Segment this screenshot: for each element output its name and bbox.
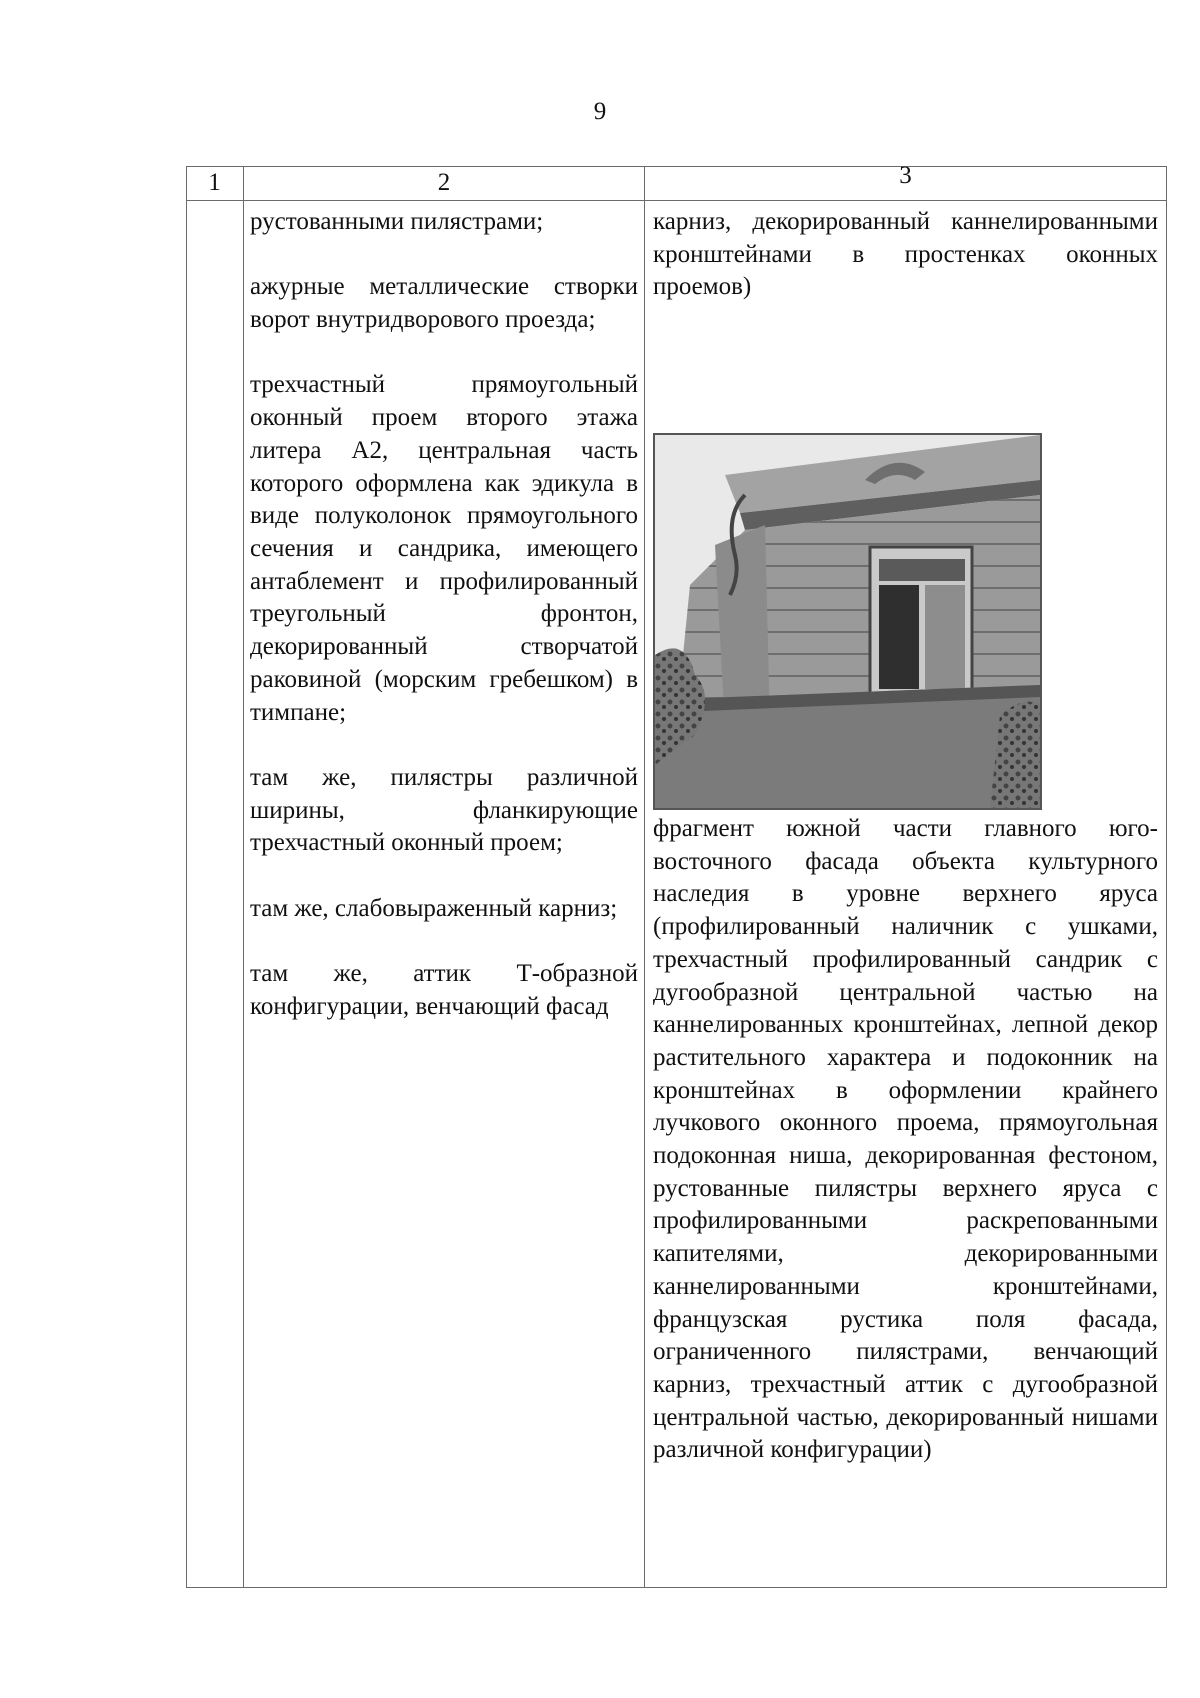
col2-cell <box>250 206 638 1024</box>
col3-bottom-cell <box>653 813 1158 1467</box>
table-header-col3: 3 <box>899 162 912 189</box>
col2-paragraph-5: там же, слабовыраженный карниз; <box>250 894 618 922</box>
col3-top-text: карниз, декорированный каннелированными кронштейнами в простенках оконных проемов) <box>653 208 1158 301</box>
table-border-left <box>186 166 187 1588</box>
col3-photo-caption: фрагмент южной части главного юго-восточного фасада объекта культурного наследия в уровне верхнего яруса (профилированный наличник с ушками, трехчастный профилированный сандрик с дугообразной центральной частью на каннелированных кронштейнах, лепной декор растительного характера и подоконник на кронштейнах в оформлении крайнего лучкового оконного проема, прямоугольная подоконная ниша, декорированная фестоном, рустованные пилястры верхнего яруса с профилированными раскрепованными капителями, декорированными каннелированными кронштейнами, французская рустика поля фасада, ограниченного пилястрами, венчающий карниз, трехчастный аттик с дугообразной центральной частью, декорированный нишами различной конфигурации) <box>653 815 1158 1464</box>
table-divider-col1 <box>243 166 244 1588</box>
col2-paragraph-3: трехчастный прямоугольный оконный проем второго этажа литера А2, центральная часть которого оформлена как эдикула в виде полуколонок прямоугольного сечения и сандрика, имеющего антаблемент и профилированный треугольный фронтон, декорированный створчатой раковиной (морским гребешком) в тимпане; <box>250 371 638 726</box>
col2-paragraph-4: там же, пилястры различной ширины, фланкирующие трехчастный оконный проем; <box>250 763 638 857</box>
table-border-bottom <box>186 1587 1167 1588</box>
table-header-col2: 2 <box>437 169 451 196</box>
col3-top-cell <box>653 206 1158 304</box>
col2-paragraph-1: рустованными пилястрами; <box>250 208 544 235</box>
facade-photo <box>653 433 1042 810</box>
page-number: 9 <box>593 98 607 125</box>
facade-photo-drawing <box>655 435 1040 808</box>
heritage-table <box>186 162 1167 1588</box>
col2-paragraph-2: ажурные металлические створки ворот внутридворового проезда; <box>250 273 638 334</box>
col2-paragraph-6: там же, аттик Т-образной конфигурации, венчающий фасад <box>250 960 638 1020</box>
table-header-col1: 1 <box>208 169 221 196</box>
table-border-right <box>1166 166 1167 1588</box>
table-header-divider <box>186 200 1167 201</box>
table-divider-col2 <box>644 166 645 1588</box>
